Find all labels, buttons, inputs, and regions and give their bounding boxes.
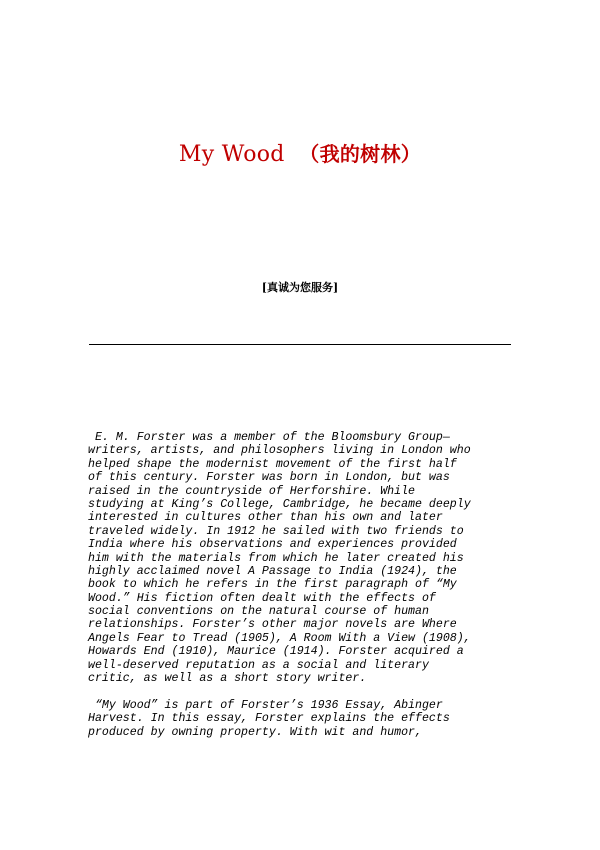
text-line: interested in cultures other than his own and later bbox=[88, 511, 443, 525]
text-line: Angels Fear to Tread (1905), A Room With a View (1908), bbox=[88, 631, 471, 645]
text-line: Howards End (1910), Maurice (1914). Forster acquired a bbox=[88, 645, 464, 659]
text-line: relationships. Forster’s other major novels are Where bbox=[88, 618, 457, 632]
text-line: traveled widely. In 1912 he sailed with two friends to bbox=[88, 524, 464, 538]
text-line: helped shape the modernist movement of the first half bbox=[88, 457, 457, 471]
text-line: raised in the countryside of Herforshire. While bbox=[88, 484, 415, 498]
title-english: My Wood bbox=[178, 142, 285, 167]
text-line: studying at King’s College, Cambridge, he became deeply bbox=[88, 497, 471, 511]
text-line: of this century. Forster was born in London, but was bbox=[88, 471, 450, 485]
text-line: writers, artists, and philosophers living in London who bbox=[88, 444, 471, 458]
text-line: book to which he refers in the first paragraph of “My bbox=[88, 578, 457, 592]
paragraph-gap bbox=[88, 685, 528, 698]
text-line: him with the materials from which he later created his bbox=[88, 551, 464, 565]
page-subtitle: [真诚为您服务] bbox=[261, 281, 339, 294]
text-line: India where his observations and experiences provided bbox=[88, 538, 457, 552]
paragraph bbox=[88, 431, 528, 685]
text-line: “My Wood” is part of Forster’s 1936 Essay, Abinger bbox=[88, 698, 443, 712]
title-chinese: （我的树林） bbox=[299, 142, 422, 166]
text-line: critic, as well as a short story writer. bbox=[88, 672, 367, 686]
text-line: social conventions on the natural course of human bbox=[88, 605, 429, 619]
text-line: produced by owning property. With wit and humor, bbox=[88, 725, 422, 739]
text-line: E. M. Forster was a member of the Bloomsbury Group— bbox=[88, 431, 450, 444]
paragraph bbox=[88, 699, 528, 739]
body-text bbox=[88, 431, 528, 739]
text-line: highly acclaimed novel A Passage to India (1924), the bbox=[88, 564, 457, 578]
text-line: well-deserved reputation as a social and literary bbox=[88, 658, 429, 672]
text-line: Wood.” His fiction often dealt with the effects of bbox=[88, 591, 436, 605]
text-line: Harvest. In this essay, Forster explains the effects bbox=[88, 712, 450, 726]
page-title bbox=[0, 138, 600, 167]
horizontal-divider bbox=[89, 344, 511, 345]
